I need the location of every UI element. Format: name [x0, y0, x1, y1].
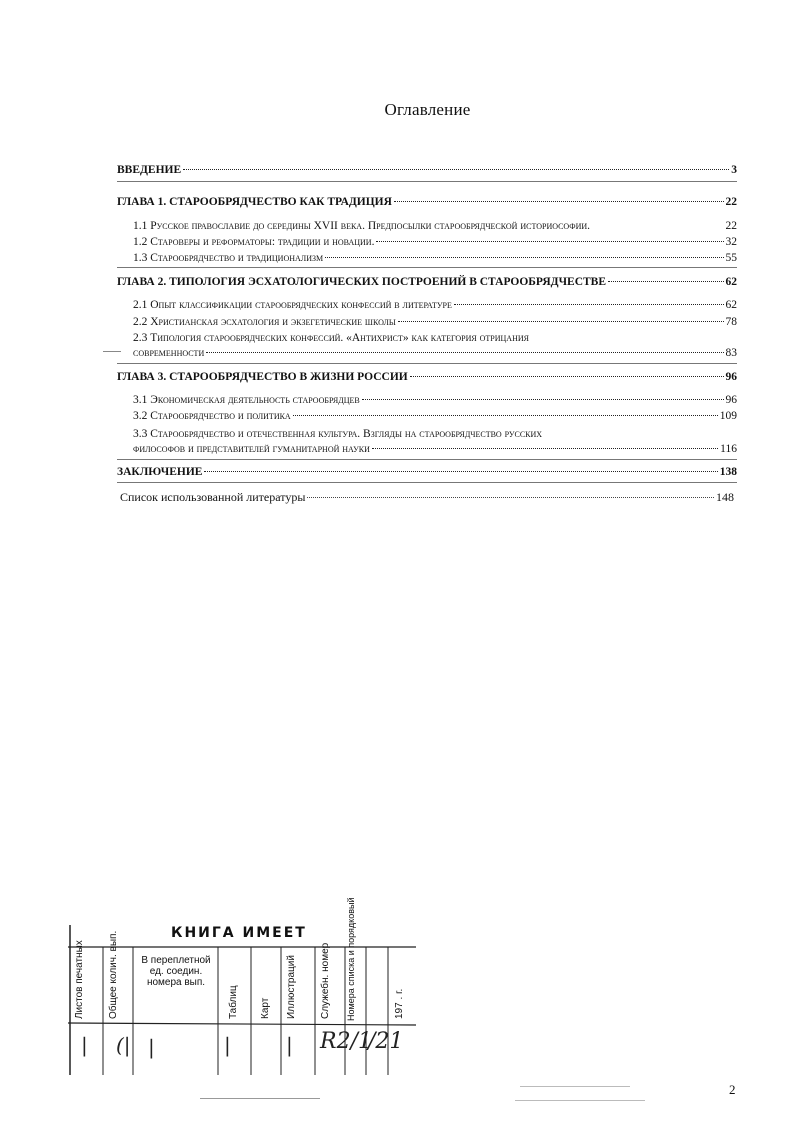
scan-artifact	[515, 1100, 645, 1101]
toc-entry-title: 3.2 Старообрядчество и политика	[133, 410, 291, 422]
page-title: Оглавление	[384, 100, 471, 119]
stamp-column-list-numbers: Номера списка и порядковый	[346, 897, 356, 1021]
toc-entry-page: 32	[725, 236, 737, 248]
stamp-column-service-number: Служебн. номер	[320, 942, 331, 1019]
scan-artifact	[200, 1098, 320, 1099]
handwritten-mark: |	[224, 1033, 231, 1057]
toc-entry-title: 2.2 Христианская эсхатология и экзегетические школы	[133, 316, 396, 328]
toc-entry-title: 2.1 Опыт классификации старообрядческих конфессий в литературе	[133, 299, 452, 311]
toc-entry-page: 3	[731, 164, 737, 176]
toc-entry-page: 83	[725, 347, 737, 359]
toc-entry-page: 138	[719, 466, 737, 478]
divider	[117, 181, 737, 182]
scan-artifact	[103, 351, 121, 352]
stamp-column-maps: Карт	[260, 997, 271, 1019]
stamp-column-tables: Таблиц	[228, 985, 239, 1019]
toc-entry-2-2[interactable]	[133, 316, 737, 328]
toc-entry-chapter-3[interactable]	[117, 371, 737, 383]
toc-entry-bibliography[interactable]	[120, 490, 734, 505]
divider	[117, 267, 737, 268]
stamp-column-total: Общее колич. вып.	[108, 930, 119, 1019]
toc-entry-2-3-line1[interactable]: 2.3 Типология старообрядческих конфессий. «Антихрист» как категория отрицания	[133, 332, 529, 344]
toc-entry-page: 62	[725, 276, 737, 288]
toc-entry-page: 96	[725, 394, 737, 406]
toc-entry-page: 148	[716, 490, 734, 504]
stamp-column-sheets: Листов печатных	[74, 940, 85, 1019]
divider	[117, 482, 737, 483]
toc-entry-2-3[interactable]	[133, 347, 737, 359]
toc-entry-1-3[interactable]	[133, 252, 737, 264]
toc-entry-title: Список использованной литературы	[120, 490, 306, 504]
page-number: 2	[729, 1082, 736, 1097]
toc-entry-chapter-2[interactable]	[117, 276, 737, 288]
toc-entry-page: 109	[719, 410, 737, 422]
toc-entry-3-3[interactable]	[133, 443, 737, 455]
handwritten-mark: |	[81, 1033, 88, 1057]
toc-entry-1-2[interactable]	[133, 236, 737, 248]
toc-entry-conclusion[interactable]	[117, 466, 737, 478]
toc-entry-page: 62	[725, 299, 737, 311]
divider	[117, 459, 737, 460]
toc-entry-3-1[interactable]	[133, 394, 737, 406]
divider	[117, 363, 737, 364]
handwritten-mark: (|	[116, 1033, 131, 1057]
toc-entry-page: 22	[725, 196, 737, 208]
handwritten-signature: R2/1	[320, 1029, 372, 1054]
toc-entry-title: 1.3 Старообрядчество и традиционализм	[133, 252, 324, 264]
stamp-table-lines	[68, 897, 418, 1085]
stamp-column-binding: В переплетной ед. соедин. номера вып.	[141, 955, 211, 988]
toc-entry-title: ВВЕДЕНИЕ	[117, 164, 182, 176]
handwritten-mark: |	[286, 1033, 293, 1057]
toc-entry-title-continued: современности	[133, 347, 205, 359]
toc-entry-page: 116	[720, 443, 737, 455]
stamp-title: КНИГА ИМЕЕТ	[171, 925, 307, 941]
toc-entry-title: 3.1 Экономическая деятельность старообрядцев	[133, 394, 360, 406]
toc-entry-title: 1.1 Русское православие до середины XVII века. Предпосылки старообрядческой историософии.	[133, 220, 591, 232]
toc-entry-title-continued: философов и представителей гуманитарной науки	[133, 443, 370, 455]
toc-entry-title: ГЛАВА 3. СТАРООБРЯДЧЕСТВО В ЖИЗНИ РОССИИ	[117, 371, 408, 383]
toc-entry-title: ГЛАВА 2. ТИПОЛОГИЯ ЭСХАТОЛОГИЧЕСКИХ ПОСТРОЕНИЙ В СТАРООБРЯДЧЕСТВЕ	[117, 276, 607, 288]
stamp-column-year: 197 . г.	[394, 988, 405, 1019]
handwritten-signature: /21	[368, 1029, 404, 1054]
toc-entry-2-1[interactable]	[133, 299, 737, 311]
library-stamp	[68, 897, 418, 1085]
toc-entry-page: 96	[725, 371, 737, 383]
toc-entry-page: 55	[725, 252, 737, 264]
toc-entry-introduction[interactable]	[117, 164, 737, 176]
toc-entry-chapter-1[interactable]	[117, 196, 737, 208]
scan-artifact	[520, 1086, 630, 1087]
toc-entry-title: ЗАКЛЮЧЕНИЕ	[117, 466, 203, 478]
toc-entry-page: 22	[725, 220, 737, 232]
toc-entry-3-2[interactable]	[133, 410, 737, 422]
handwritten-mark: |	[148, 1035, 155, 1059]
stamp-column-illustrations: Иллюстраций	[286, 955, 297, 1019]
toc-entry-title: ГЛАВА 1. СТАРООБРЯДЧЕСТВО КАК ТРАДИЦИЯ	[117, 196, 392, 208]
toc-entry-page: 78	[725, 316, 737, 328]
toc-entry-1-1[interactable]	[133, 220, 737, 232]
toc-entry-3-3-line1[interactable]: 3.3 Старообрядчество и отечественная культура. Взгляды на старообрядчество русских	[133, 428, 543, 440]
toc-entry-title: 1.2 Староверы и реформаторы: традиции и новации.	[133, 236, 375, 248]
